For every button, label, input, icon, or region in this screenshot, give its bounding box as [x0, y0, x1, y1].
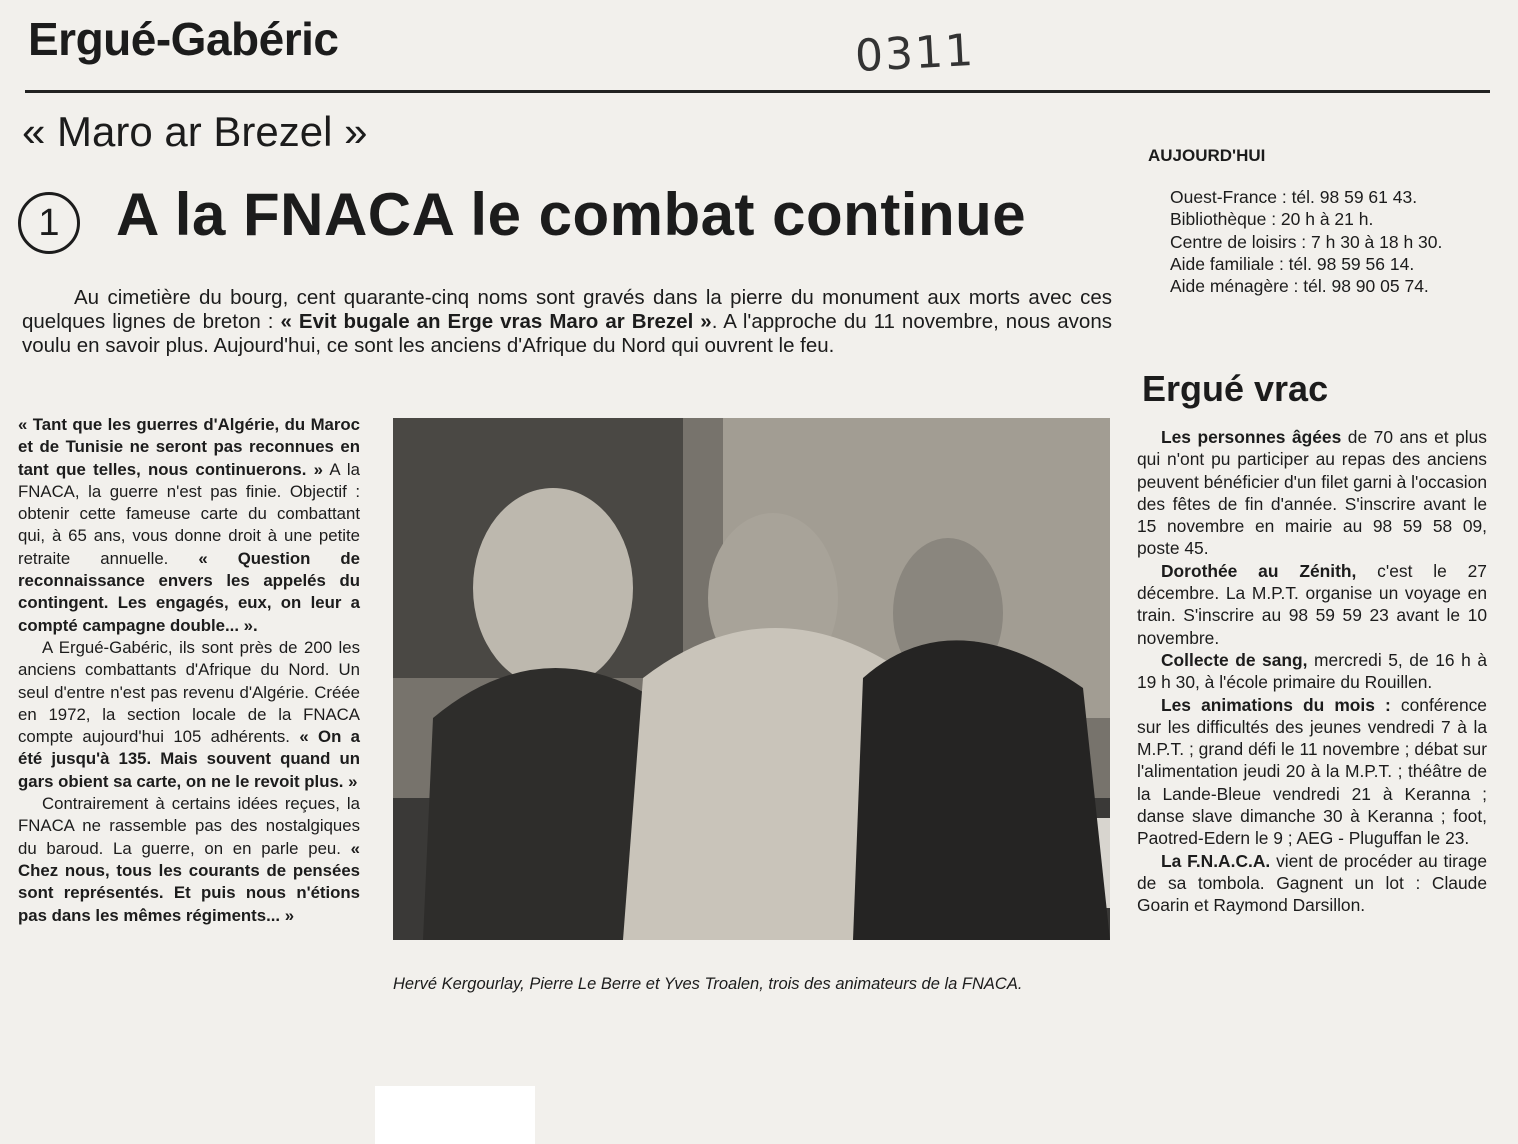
- article-photo: [393, 418, 1110, 940]
- photo-illustration: [393, 418, 1110, 940]
- lead-text-c: . A l'approche du 11 novembre, nous avons voulu en savoir plus. Aujourd'hui, ce sont les anciens d'Afrique du Nord qui ouvrent le feu.: [22, 310, 1112, 357]
- vrac-heading: Ergué vrac: [1142, 368, 1329, 409]
- photo-caption: Hervé Kergourlay, Pierre Le Berre et Yves Troalen, trois des animateurs de la FNACA.: [393, 975, 1023, 993]
- list-item: Les animations du mois : conférence sur les difficultés des jeunes vendredi 7 à la M.P.T. ; grand défi le 11 novembre ; débat sur l'alimentation jeudi 20 à la M.P.T. ; théâtre de la Lande-Bleue vendredi 21 à Keranna ; danse slave dimanche 30 à Keranna ; foot, Paotred-Edern le 9 ; AEG - Pluguffan le 23.: [1137, 694, 1487, 849]
- list-item: Aide ménagère : tél. 98 90 05 74.: [1170, 276, 1429, 297]
- list-item: Bibliothèque : 20 h à 21 h.: [1170, 209, 1374, 230]
- body-text-2: A Ergué-Gabéric, ils sont près de 200 les anciens combattants d'Afrique du Nord. Un seul d'entre n'est pas revenu d'Algérie. Créée en 1972, la section locale de la FNACA compte aujourd'hui 105 adhérents.: [18, 637, 360, 747]
- body-quote-2: « Question de reconnaissance envers les appelés du contingent. Les engagés, eux, on leur a compté campagne double... ».: [18, 548, 361, 635]
- article-lead: [22, 286, 1112, 358]
- headline-row: [18, 180, 1128, 260]
- section-title: Ergué-Gabéric: [28, 13, 339, 65]
- list-item: La F.N.A.C.A. vient de procéder au tirage de sa tombola. Gagnent un lot : Claude Goarin et Raymond Darsillon.: [1137, 850, 1487, 916]
- article-headline: A la FNACA le combat continue: [116, 181, 1027, 248]
- body-text-1: A la FNACA, la guerre n'est pas finie. Objectif : obtenir cette fameuse carte du combattant qui, à 65 ans, vous donne droit à une petite retraite annuelle.: [18, 459, 360, 568]
- body-quote-4: « Chez nous, tous les courants de pensées sont représentés. Et puis nous n'étions pas dans les mêmes régiments... »: [18, 838, 360, 925]
- scan-blank-patch: [375, 1086, 535, 1144]
- list-item: Centre de loisirs : 7 h 30 à 18 h 30.: [1170, 231, 1443, 252]
- practical-info-list: [1148, 186, 1488, 297]
- lead-breton-quote: « Evit bugale an Erge vras Maro ar Brezel »: [280, 310, 712, 333]
- lead-text-a: Au cimetière du bourg, cent quarante-cinq noms sont gravés dans la pierre du monument aux morts avec ces quelques lignes de breton :: [22, 286, 1112, 333]
- list-item: Collecte de sang, mercredi 5, de 16 h à 19 h 30, à l'école primaire du Rouillen.: [1137, 649, 1488, 693]
- body-paragraph-1: [18, 414, 360, 637]
- body-quote-3: « On a été jusqu'à 135. Mais souvent quand un gars obient sa carte, on ne le revoit plus. »: [18, 727, 361, 791]
- list-item: Ouest-France : tél. 98 59 61 43.: [1170, 187, 1418, 207]
- article-body-column: [18, 414, 360, 927]
- list-item: Aide familiale : tél. 98 59 56 14.: [1170, 253, 1415, 274]
- series-number-badge: 1: [18, 192, 80, 254]
- body-paragraph-3: [18, 793, 360, 927]
- list-item: Les personnes âgées de 70 ans et plus qui n'ont pu participer au repas des anciens peuvent bénéficier d'un filet garni à l'occasion des fêtes de fin d'année. S'inscrire avant le 15 novembre en mairie au 98 59 58 09, poste 45.: [1137, 427, 1487, 559]
- handwritten-annotation: 0311: [853, 24, 977, 83]
- body-paragraph-2: [18, 637, 360, 793]
- list-item: Dorothée au Zénith, c'est le 27 décembre. La M.P.T. organise un voyage en train. S'inscrire au 98 59 59 23 avant le 10 novembre.: [1137, 560, 1487, 648]
- vrac-column: [1137, 426, 1487, 917]
- header-rule: [25, 90, 1490, 93]
- body-quote-1: « Tant que les guerres d'Algérie, du Maroc et de Tunisie ne seront pas reconnues en tant que telles, nous continuerons. »: [18, 415, 360, 479]
- body-text-3: Contrairement à certains idées reçues, la FNACA ne rassemble pas des nostalgiques du baroud. La guerre, on en parle peu.: [18, 794, 360, 858]
- article-kicker: « Maro ar Brezel »: [22, 108, 368, 155]
- sidebar-heading: AUJOURD'HUI: [1148, 146, 1266, 165]
